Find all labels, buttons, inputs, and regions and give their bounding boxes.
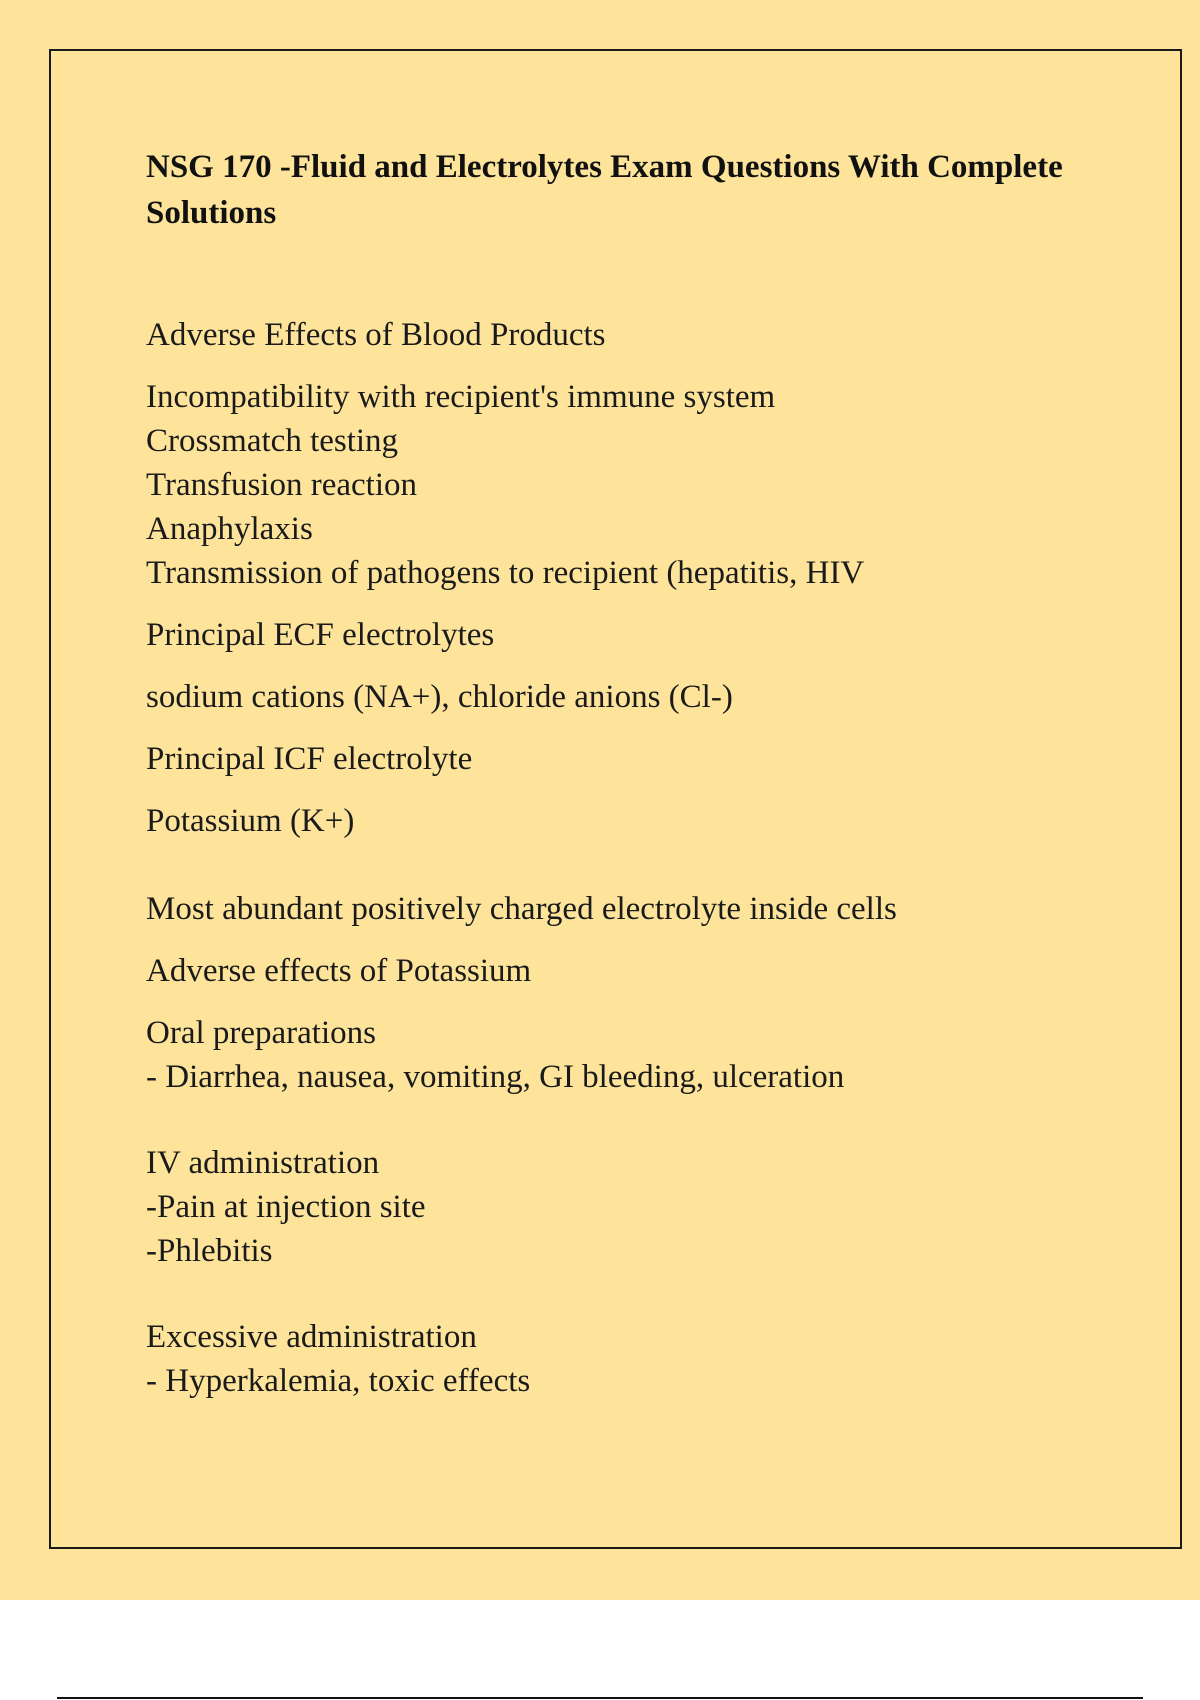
- document-title: NSG 170 -Fluid and Electrolytes Exam Questions With Complete Solutions: [146, 149, 1063, 231]
- text-line: - Hyperkalemia, toxic effects: [146, 1363, 531, 1399]
- text-line: Most abundant positively charged electrolyte inside cells: [146, 891, 897, 927]
- text-line: IV administration: [146, 1145, 380, 1181]
- text-block: [146, 375, 1106, 595]
- text-line: Oral preparations: [146, 1015, 376, 1051]
- text-block: [146, 313, 1106, 357]
- text-line: - Diarrhea, nausea, vomiting, GI bleeding, ulceration: [146, 1059, 845, 1095]
- text-line: Anaphylaxis: [146, 511, 313, 547]
- footer-divider: [57, 1697, 1143, 1699]
- text-line: Adverse Effects of Blood Products: [146, 317, 606, 353]
- text-line: -Pain at injection site: [146, 1189, 426, 1225]
- text-block: [146, 675, 1106, 719]
- text-block: [146, 887, 1106, 931]
- text-block: [146, 799, 1106, 843]
- text-line: Transmission of pathogens to recipient (hepatitis, HIV: [146, 555, 865, 591]
- text-line: Adverse effects of Potassium: [146, 953, 532, 989]
- text-line: Crossmatch testing: [146, 423, 399, 459]
- text-line: Principal ICF electrolyte: [146, 741, 473, 777]
- text-block: [146, 949, 1106, 993]
- text-line: Potassium (K+): [146, 803, 355, 839]
- text-block: [146, 1011, 1106, 1099]
- text-line: Incompatibility with recipient's immune system: [146, 379, 776, 415]
- text-line: Transfusion reaction: [146, 467, 417, 503]
- text-block: [146, 1141, 1106, 1273]
- text-line: sodium cations (NA+), chloride anions (Cl-): [146, 679, 733, 715]
- text-line: Principal ECF electrolytes: [146, 617, 495, 653]
- text-line: Excessive administration: [146, 1319, 477, 1355]
- document-content: [146, 144, 1106, 1403]
- text-block: [146, 613, 1106, 657]
- text-line: -Phlebitis: [146, 1233, 273, 1269]
- text-block: [146, 737, 1106, 781]
- text-block: [146, 1315, 1106, 1403]
